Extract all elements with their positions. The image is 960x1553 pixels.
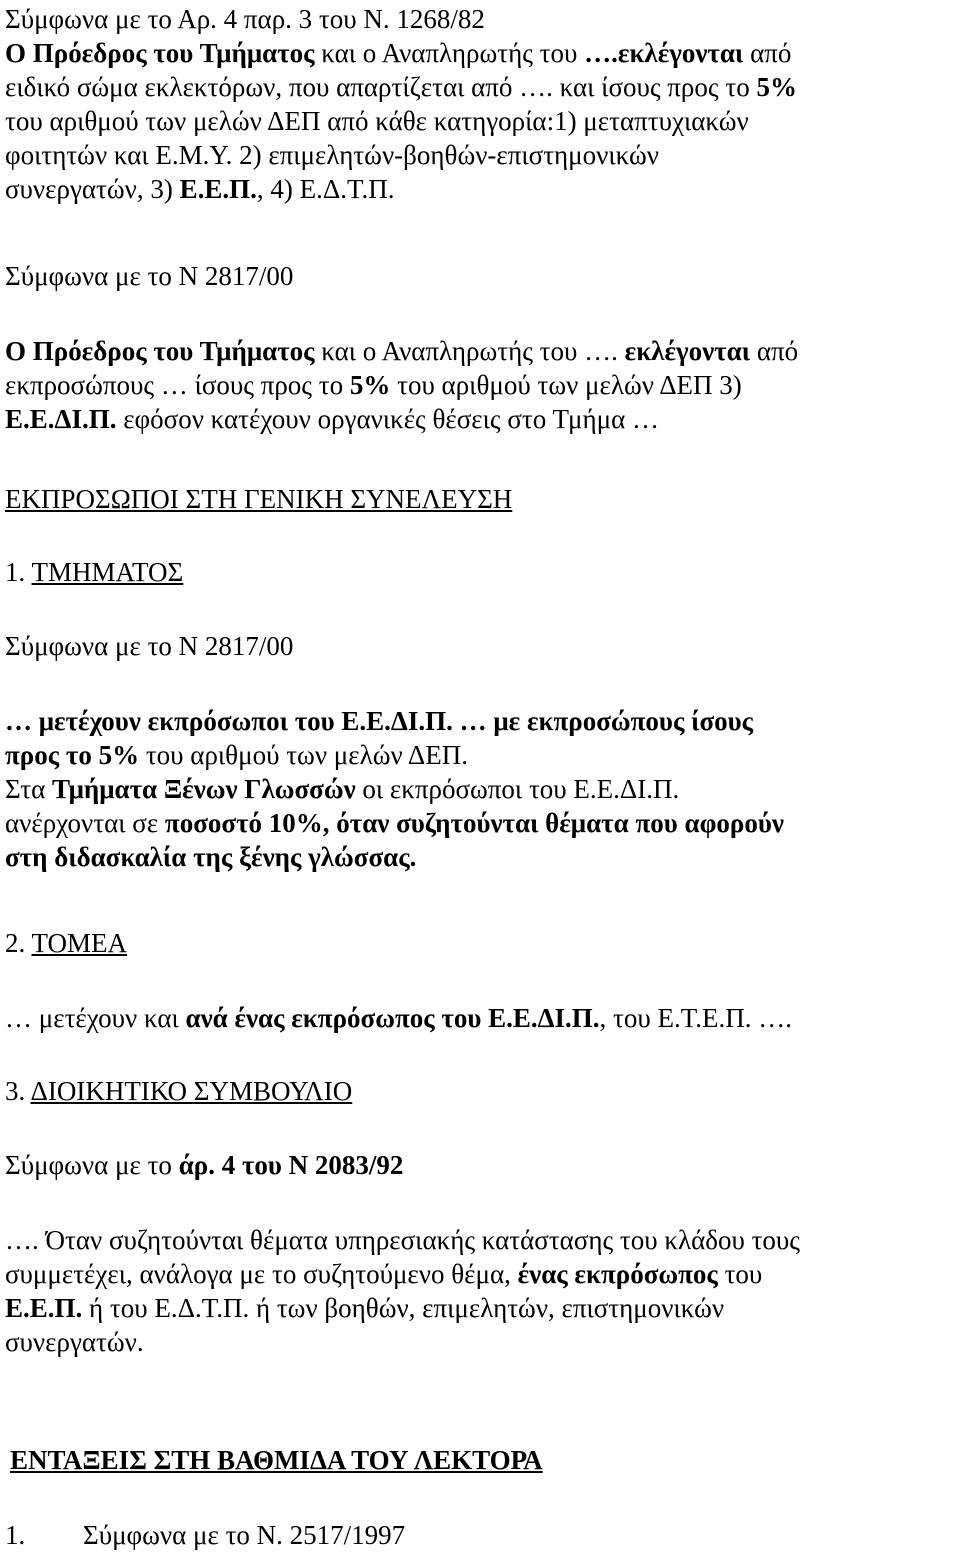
bold-text: άρ. 4 του Ν 2083/92 bbox=[178, 1150, 404, 1180]
bold-text: εκλέγονται bbox=[624, 336, 751, 366]
text-line: του αριθμού των μελών ΔΕΠ από κάθε κατηγορία:1) μεταπτυχιακών bbox=[5, 106, 749, 136]
bold-text: Ε.Ε.Π. bbox=[5, 1293, 83, 1323]
section-number: 1. bbox=[5, 557, 32, 587]
paragraph-law-2817 bbox=[5, 259, 955, 293]
section-lecturer bbox=[10, 1443, 960, 1477]
section-title: ΕΝΤΑΞΕΙΣ ΣΤΗ ΒΑΘΜΙΔΑ ΤΟΥ ΛΕΚΤΟΡΑ bbox=[10, 1445, 543, 1475]
text-line: συνεργατών. bbox=[5, 1327, 144, 1357]
section-number: 3. bbox=[5, 1076, 31, 1106]
bold-text: 5% bbox=[349, 370, 391, 400]
bold-text: ….εκλέγονται bbox=[584, 38, 744, 68]
bold-text: στη διδασκαλία της ξένης γλώσσας. bbox=[5, 842, 417, 872]
section-title: ΤΟΜΕΑ bbox=[31, 928, 128, 958]
subsection-department bbox=[5, 555, 955, 589]
bold-text: ανά ένας εκπρόσωπος του Ε.Ε.ΔΙ.Π. bbox=[185, 1003, 600, 1033]
text-line: εκπροσώπους … ίσους προς το 5% του αριθμού των μελών ΔΕΠ 3) bbox=[5, 370, 742, 400]
section-number: 2. bbox=[5, 928, 32, 958]
subsection-board-law bbox=[5, 1148, 955, 1182]
section-title: ΤΜΗΜΑΤΟΣ bbox=[31, 557, 184, 587]
section-general-assembly bbox=[5, 482, 955, 516]
subsection-board-body bbox=[5, 1223, 955, 1359]
paragraph-law-2817-body bbox=[5, 334, 955, 436]
section-title: ΔΙΟΙΚΗΤΙΚΟ ΣΥΜΒΟΥΛΙΟ bbox=[30, 1076, 353, 1106]
text-line: Στα Τμήματα Ξένων Γλωσσών οι εκπρόσωποι του Ε.Ε.ΔΙ.Π. bbox=[5, 774, 680, 804]
text-line: Ε.Ε.Π. ή του Ε.Δ.Τ.Π. ή των βοηθών, επιμελητών, επιστημονικών bbox=[5, 1293, 725, 1323]
lecturer-list bbox=[5, 1518, 955, 1552]
text-line: … μετέχουν και ανά ένας εκπρόσωπος του Ε.Ε.ΔΙ.Π., του Ε.Τ.Ε.Π. …. bbox=[5, 1003, 792, 1033]
text-line: …. Όταν συζητούνται θέματα υπηρεσιακής κατάστασης του κλάδου τους bbox=[5, 1225, 800, 1255]
text-line: Ο Πρόεδρος του Τμήματος και ο Αναπληρωτής του …. εκλέγονται από bbox=[5, 336, 799, 366]
bold-text: ποσοστό 10%, όταν συζητούνται θέματα που αφορούν bbox=[164, 808, 784, 838]
bold-text: ένας εκπρόσωπος bbox=[517, 1259, 718, 1289]
text-line: ανέρχονται σε ποσοστό 10%, όταν συζητούνται θέματα που αφορούν bbox=[5, 808, 784, 838]
bold-text: προς το 5% bbox=[5, 740, 140, 770]
bold-text: Τμήματα Ξένων Γλωσσών bbox=[51, 774, 356, 804]
list-item-text: Σύμφωνα με το Ν. 2517/1997 bbox=[83, 1520, 406, 1550]
law-heading: Σύμφωνα με το άρ. 4 του Ν 2083/92 bbox=[5, 1150, 404, 1180]
subsection-sector bbox=[5, 926, 955, 960]
text-line: συνεργατών, 3) Ε.Ε.Π., 4) Ε.Δ.Τ.Π. bbox=[5, 174, 395, 204]
text-line: Σύμφωνα με το Αρ. 4 παρ. 3 του Ν. 1268/82 bbox=[5, 4, 485, 34]
list-item bbox=[5, 1518, 955, 1552]
text-line: φοιτητών και Ε.Μ.Υ. 2) επιμελητών-βοηθών-επιστημονικών bbox=[5, 140, 659, 170]
paragraph-law-1268 bbox=[5, 2, 955, 206]
list-number: 1. bbox=[5, 1520, 26, 1550]
text-line: προς το 5% του αριθμού των μελών ΔΕΠ. bbox=[5, 740, 469, 770]
subsection-department-law bbox=[5, 629, 955, 663]
text-line bbox=[5, 840, 955, 874]
bold-text: Ε.Ε.Π. bbox=[179, 174, 257, 204]
subsection-sector-body bbox=[5, 1001, 955, 1035]
text-line: Ο Πρόεδρος του Τμήματος και ο Αναπληρωτής του ….εκλέγονται από bbox=[5, 38, 792, 68]
law-heading: Σύμφωνα με το Ν 2817/00 bbox=[5, 261, 294, 291]
subsection-department-body bbox=[5, 704, 955, 874]
bold-text: … μετέχουν εκπρόσωποι του Ε.Ε.ΔΙ.Π. … με εκπροσώπους ίσους bbox=[5, 706, 754, 736]
text-line: Ε.Ε.ΔΙ.Π. εφόσον κατέχουν οργανικές θέσεις στο Τμήμα … bbox=[5, 404, 659, 434]
subsection-board bbox=[5, 1074, 955, 1108]
bold-text: Ο Πρόεδρος του Τμήματος bbox=[5, 336, 315, 366]
bold-text: Ο Πρόεδρος του Τμήματος bbox=[5, 38, 315, 68]
bold-text: Ε.Ε.ΔΙ.Π. bbox=[5, 404, 117, 434]
text-line bbox=[5, 704, 955, 738]
bold-text: 5% bbox=[756, 72, 797, 102]
law-heading: Σύμφωνα με το Ν 2817/00 bbox=[5, 631, 294, 661]
text-line: ειδικό σώμα εκλεκτόρων, που απαρτίζεται από …. και ίσους προς το 5% bbox=[5, 72, 797, 102]
text-line: συμμετέχει, ανάλογα με το συζητούμενο θέμα, ένας εκπρόσωπος του bbox=[5, 1259, 763, 1289]
section-title: ΕΚΠΡΟΣΩΠΟΙ ΣΤΗ ΓΕΝΙΚΗ ΣΥΝΕΛΕΥΣΗ bbox=[5, 484, 513, 514]
